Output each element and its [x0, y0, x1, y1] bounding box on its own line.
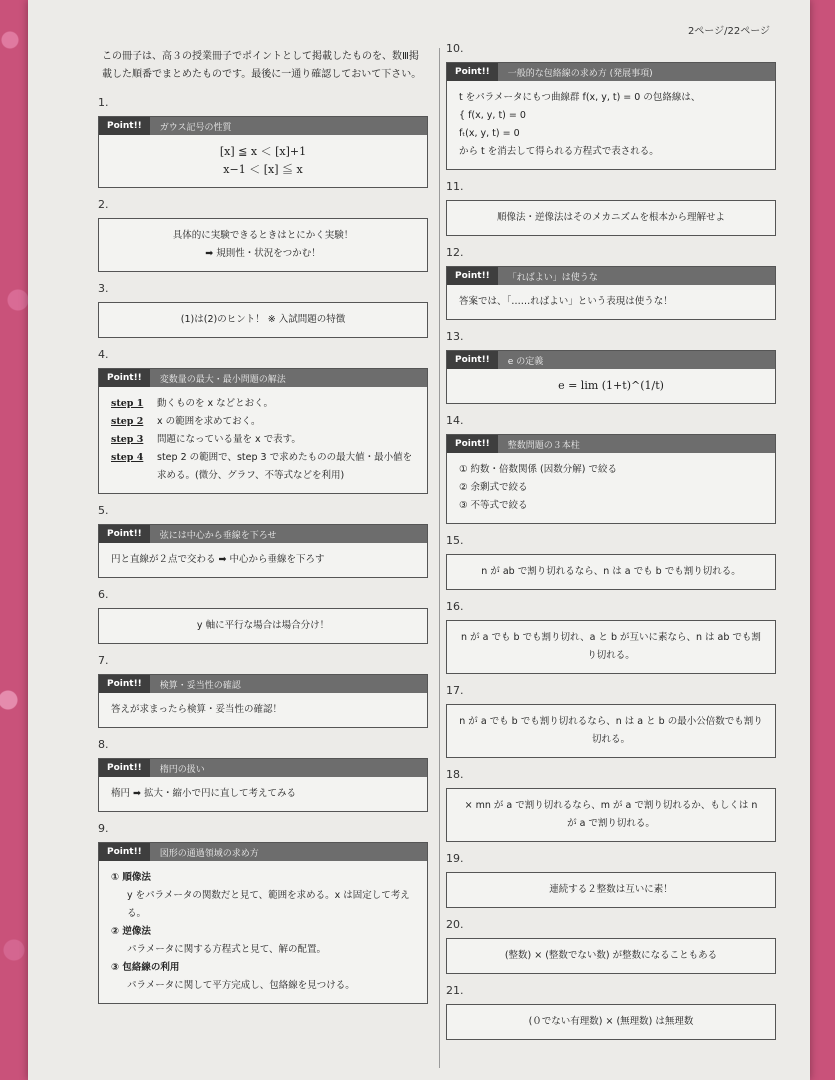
section-number: 8. [98, 738, 109, 751]
intro-text: この冊子は、高３の授業冊子でポイントとして掲載したものを、数Ⅲ掲載した順番でまとめたものです。最後に一通り確認しておいて下さい。 [102, 51, 422, 80]
point-line: 答案では、「……ればよい」という表現は使うな！ [459, 296, 673, 307]
point-title: e の定義 [507, 356, 544, 367]
point-body [99, 861, 427, 1003]
method-heading: ① 順像法 [111, 872, 151, 883]
point-line: 楕円 ➡ 拡大・縮小で円に直して考えてみる [111, 788, 297, 799]
point-box [98, 218, 428, 272]
point-title: 楕円の扱い [159, 764, 205, 775]
point-header [99, 759, 427, 777]
point-badge: Point!! [99, 369, 150, 387]
point-title: 整数問題の３本柱 [507, 440, 580, 451]
section-number: 14. [446, 414, 464, 427]
step-text: step 2 の範囲で、step 3 で求めたものの最大値・最小値を求める。(微分、グラフ、不等式などを利用) [157, 452, 413, 481]
point-box [98, 116, 428, 188]
point-header [447, 351, 775, 369]
point-badge: Point!! [447, 435, 498, 453]
point-line: ➡ 規則性・状況をつかむ！ [205, 248, 321, 259]
point-line: x−1 ＜ [x] ≦ x [223, 163, 303, 176]
point-badge: Point!! [99, 843, 150, 861]
point-box [98, 608, 428, 644]
point-title: 弦には中心から垂線を下ろせ [159, 530, 277, 541]
section-number: 5. [98, 504, 109, 517]
point-body [99, 387, 427, 493]
column-divider [439, 48, 440, 1068]
step-text: 動くものを x などとおく。 [157, 398, 273, 409]
point-badge: Point!! [447, 63, 498, 81]
method-text: パラメータに関して平方完成し、包絡線を見つける。 [127, 980, 355, 991]
step-text: 問題になっている量を x で表す。 [157, 434, 301, 445]
point-line: 連続する２整数は互いに素！ [549, 884, 673, 895]
section-number: 18. [446, 768, 464, 781]
point-box [98, 674, 428, 728]
point-line: fₜ(x, y, t) = 0 [459, 128, 520, 139]
point-line: 順像法・逆像法はそのメカニズムを根本から理解せよ [496, 212, 725, 223]
point-header [447, 267, 775, 285]
section-number: 11. [446, 180, 464, 193]
point-header [99, 525, 427, 543]
section-number: 2. [98, 198, 109, 211]
point-body [99, 609, 427, 643]
section-number: 9. [98, 822, 109, 835]
right-column [446, 40, 776, 1050]
point-line: ② 余剰式で絞る [459, 482, 528, 493]
document-page [28, 0, 810, 1080]
step-row [111, 413, 415, 431]
point-line: e = lim (1+t)^(1/t) [558, 379, 664, 392]
point-box [98, 842, 428, 1004]
point-body [447, 369, 775, 403]
point-body [447, 705, 775, 757]
point-box [446, 788, 776, 842]
point-body [447, 789, 775, 841]
point-header [99, 675, 427, 693]
point-body [447, 285, 775, 319]
point-body [99, 543, 427, 577]
point-line: 具体的に実験できるときはとにかく実験！ [172, 230, 354, 241]
point-badge: Point!! [99, 525, 150, 543]
point-box [446, 938, 776, 974]
point-box [98, 302, 428, 338]
step-row [111, 395, 415, 413]
point-line: ① 約数・倍数関係 (因数分解) で絞る [459, 464, 617, 475]
point-body [447, 453, 775, 523]
section-number: 15. [446, 534, 464, 547]
point-title: 一般的な包絡線の求め方 (発展事項) [507, 68, 653, 79]
point-body [447, 873, 775, 907]
step-row [111, 449, 415, 485]
point-body [447, 201, 775, 235]
section-number: 1. [98, 96, 109, 109]
point-badge: Point!! [447, 351, 498, 369]
point-body [447, 1005, 775, 1039]
point-box [446, 266, 776, 320]
point-header [99, 117, 427, 135]
point-body [99, 303, 427, 337]
point-title: ガウス記号の性質 [159, 122, 232, 133]
point-title: 検算・妥当性の確認 [159, 680, 241, 691]
section-number: 3. [98, 282, 109, 295]
point-body [447, 81, 775, 169]
method-heading: ② 逆像法 [111, 926, 151, 937]
point-line: (整数) × (整数でない数) が整数になることもある [504, 950, 718, 961]
point-badge: Point!! [99, 759, 150, 777]
step-row [111, 431, 415, 449]
method-heading: ③ 包絡線の利用 [111, 962, 180, 973]
point-line: (1)は(2)のヒント！ ※ 入試問題の特徴 [180, 314, 346, 325]
section-number: 6. [98, 588, 109, 601]
step-label: step 4 [111, 452, 144, 463]
step-text: x の範囲を求めておく。 [157, 416, 261, 427]
point-box [446, 350, 776, 404]
left-column [98, 40, 428, 1014]
point-line: × mn が a で割り切れるなら、m が a で割り切れるか、もしくは n が a で割り切れる。 [464, 800, 758, 829]
point-line: t をパラメータにもつ曲線群 f(x, y, t) = 0 の包絡線は、 [459, 92, 701, 103]
point-line: n が a でも b でも割り切れるなら、n は a と b の最小公倍数でも割り切れる。 [459, 716, 763, 745]
section-number: 4. [98, 348, 109, 361]
section-number: 17. [446, 684, 464, 697]
point-line: ③ 不等式で絞る [459, 500, 528, 511]
point-header [447, 63, 775, 81]
section-number: 20. [446, 918, 464, 931]
point-body [99, 777, 427, 811]
point-box [446, 62, 776, 170]
point-box [98, 368, 428, 494]
point-box [446, 704, 776, 758]
point-box [98, 524, 428, 578]
step-label: step 3 [111, 434, 144, 445]
page-number: 2ページ/22ページ [687, 26, 770, 37]
point-badge: Point!! [99, 675, 150, 693]
point-box [446, 620, 776, 674]
point-body [99, 219, 427, 271]
point-title: 「ればよい」は使うな [507, 272, 598, 283]
point-box [446, 1004, 776, 1040]
point-box [98, 758, 428, 812]
section-number: 13. [446, 330, 464, 343]
point-line: (０でない有理数) × (無理数) は無理数 [528, 1016, 694, 1027]
point-box [446, 554, 776, 590]
point-box [446, 872, 776, 908]
point-line: n が ab で割り切れるなら、n は a でも b でも割り切れる。 [481, 566, 741, 577]
point-line: 円と直線が２点で交わる ➡ 中心から垂線を下ろす [111, 554, 325, 565]
point-header [99, 369, 427, 387]
point-box [446, 200, 776, 236]
point-header [447, 435, 775, 453]
point-line: y 軸に平行な場合は場合分け！ [196, 620, 330, 631]
point-box [446, 434, 776, 524]
point-line: { f(x, y, t) = 0 [459, 110, 526, 121]
point-header [99, 843, 427, 861]
section-number: 12. [446, 246, 464, 259]
point-title: 図形の通過領域の求め方 [159, 848, 259, 859]
step-label: step 2 [111, 416, 144, 427]
point-line: 答えが求まったら検算・妥当性の確認！ [111, 704, 283, 715]
section-number: 7. [98, 654, 109, 667]
point-badge: Point!! [447, 267, 498, 285]
point-line: から t を消去して得られる方程式で表される。 [459, 146, 659, 157]
step-label: step 1 [111, 398, 144, 409]
method-text: パラメータに関する方程式と見て、解の配置。 [127, 944, 327, 955]
section-number: 16. [446, 600, 464, 613]
point-line: n が a でも b でも割り切れ、a と b が互いに素なら、n は ab でも割り切れる。 [461, 632, 761, 661]
point-line: [x] ≦ x ＜ [x]+1 [219, 145, 307, 158]
point-body [99, 135, 427, 187]
point-body [447, 939, 775, 973]
section-number: 19. [446, 852, 464, 865]
point-badge: Point!! [99, 117, 150, 135]
point-body [447, 621, 775, 673]
method-text: y をパラメータの関数だと見て、範囲を求める。x は固定して考える。 [127, 890, 410, 919]
point-body [447, 555, 775, 589]
point-title: 変数量の最大・最小問題の解法 [159, 374, 286, 385]
point-body [99, 693, 427, 727]
section-number: 10. [446, 42, 464, 55]
section-number: 21. [446, 984, 464, 997]
